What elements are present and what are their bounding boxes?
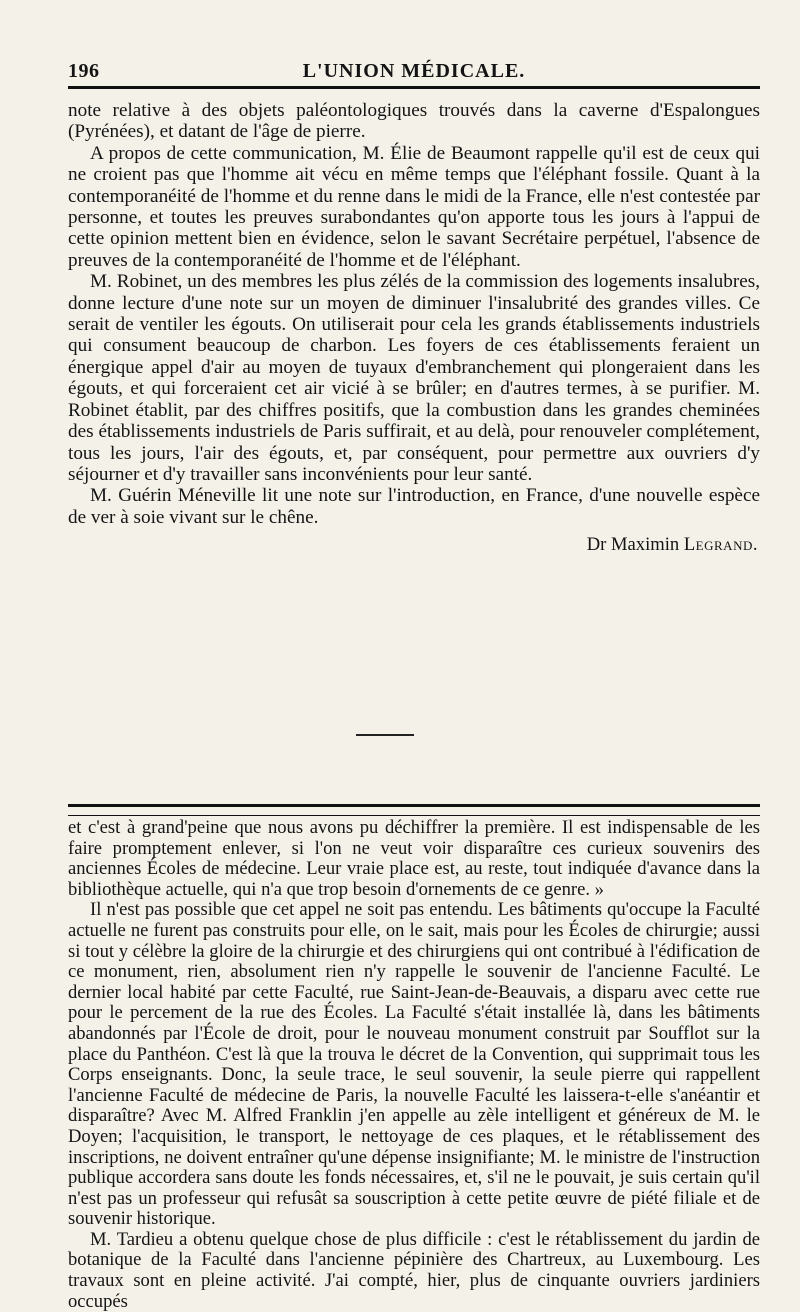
feuilleton-article [68, 818, 760, 1312]
author-signature [68, 534, 760, 556]
signature-prefix: Dr Maximin [586, 534, 680, 556]
paragraph: M. Robinet, un des membres les plus zélés de la commission des logements insalubres, donne lecture d'une note sur un moyen de diminuer l'insalubrité des grandes villes. Ce serait de ventiler les égouts. On utiliserait pour cela les grands établissements industriels qui consument beaucoup de charbon. Les foyers de ces établissements feraient un énergique appel d'air au moyen de tuyaux d'embranchement qui plongeraient dans les égouts, et qui forceraient cet air vicié à se brûler; en d'autres termes, à se purifier. M. Robinet établit, par des chiffres positifs, que la combustion dans les grandes cheminées des établissements industriels de Paris suffirait, et au delà, pour renouveler complétement, tous les jours, l'air des égouts, et, par conséquent, pour permettre aux ouvriers d'y séjourner et d'y travailler sans inconvénients pour leur santé. [68, 271, 760, 485]
journal-title: L'UNION MÉDICALE. [302, 60, 526, 82]
paragraph: Il n'est pas possible que cet appel ne soit pas entendu. Les bâtiments qu'occupe la Faculté actuelle ne furent pas construits pour elle, on le sait, mais pour les Écoles de chirurgie; aussi si tout y célèbre la gloire de la chirurgie et des chirurgiens qui ont contribué à l'édification de ce monument, rien, absolument rien n'y rappelle le souvenir de l'ancienne Faculté. Le dernier local habité par cette Faculté, rue Saint-Jean-de-Beauvais, a disparu avec cette rue pour le percement de la rue des Écoles. La Faculté s'était installée là, dans les bâtiments abandonnés par l'École de droit, pour le nouveau monument construit par Soufflot sur la place du Panthéon. C'est là que la trouva le décret de la Convention, qui supprimait tous les Corps enseignants. Donc, la seule trace, le seul souvenir, la seule pierre qui rappellent l'ancienne Faculté de médecine de Paris, la nouvelle Faculté les laissera-t-elle s'anéantir et disparaître? Avec M. Alfred Franklin j'en appelle au zèle intelligent et généreux de M. le Doyen; l'acquisition, le transport, le nettoyage de ces plaques, et le rétablissement des inscriptions, ne doivent entraîner qu'une dépense insignifiante; M. le ministre de l'instruction publique accordera sans doute les fonds nécessaires, et, s'il ne le pouvait, je suis certain qu'il n'est pas un professeur qui refusât sa souscription à cette petite œuvre de piété filiale et de souvenir historique. [68, 899, 760, 1230]
upper-article [68, 100, 760, 556]
header-rule [68, 86, 760, 89]
paragraph: M. Tardieu a obtenu quelque chose de plus difficile : c'est le rétablissement du jardin de botanique de la Faculté dans l'ancienne pépinière des Chartreux, au Luxembourg. Les travaux sont en pleine activité. J'ai compté, hier, plus de cinquante ouvriers jardiniers occupés [68, 1228, 760, 1312]
paragraph: note relative à des objets paléontologiques trouvés dans la caverne d'Espalongues (Pyrénées), et datant de l'âge de pierre. [68, 100, 760, 143]
feuilleton-divider [68, 804, 760, 816]
paragraph: et c'est à grand'peine que nous avons pu déchiffrer la première. Il est indispensable de les faire promptement enlever, si l'on ne veut voir disparaître ces curieux souvenirs des anciennes Écoles de médecine. Leur vraie place est, au reste, tout indiquée d'avance dans la bibliothèque actuelle, qui n'a que trop besoin d'ornements de ce genre. » [68, 817, 760, 900]
paragraph: M. Guérin Méneville lit une note sur l'introduction, en France, d'une nouvelle espèce de ver à soie vivant sur le chêne. [68, 485, 760, 528]
page-header [68, 56, 760, 84]
paragraph: A propos de cette communication, M. Élie de Beaumont rappelle qu'il est de ceux qui ne croient pas que l'homme ait vécu en même temps que l'éléphant fossile. Quant à la contemporanéité de l'homme et du renne dans le midi de la France, elle n'est contestée par personne, et toutes les preuves surabondantes qu'on apporte tous les jours à l'appui de cette opinion mettent bien en évidence, selon le savant Secrétaire perpétuel, l'absence de preuves de la contemporanéité de l'homme et de l'éléphant. [68, 142, 760, 271]
section-end-rule [356, 734, 414, 736]
signature-name: Legrand. [683, 534, 758, 556]
page-number: 196 [68, 60, 100, 82]
